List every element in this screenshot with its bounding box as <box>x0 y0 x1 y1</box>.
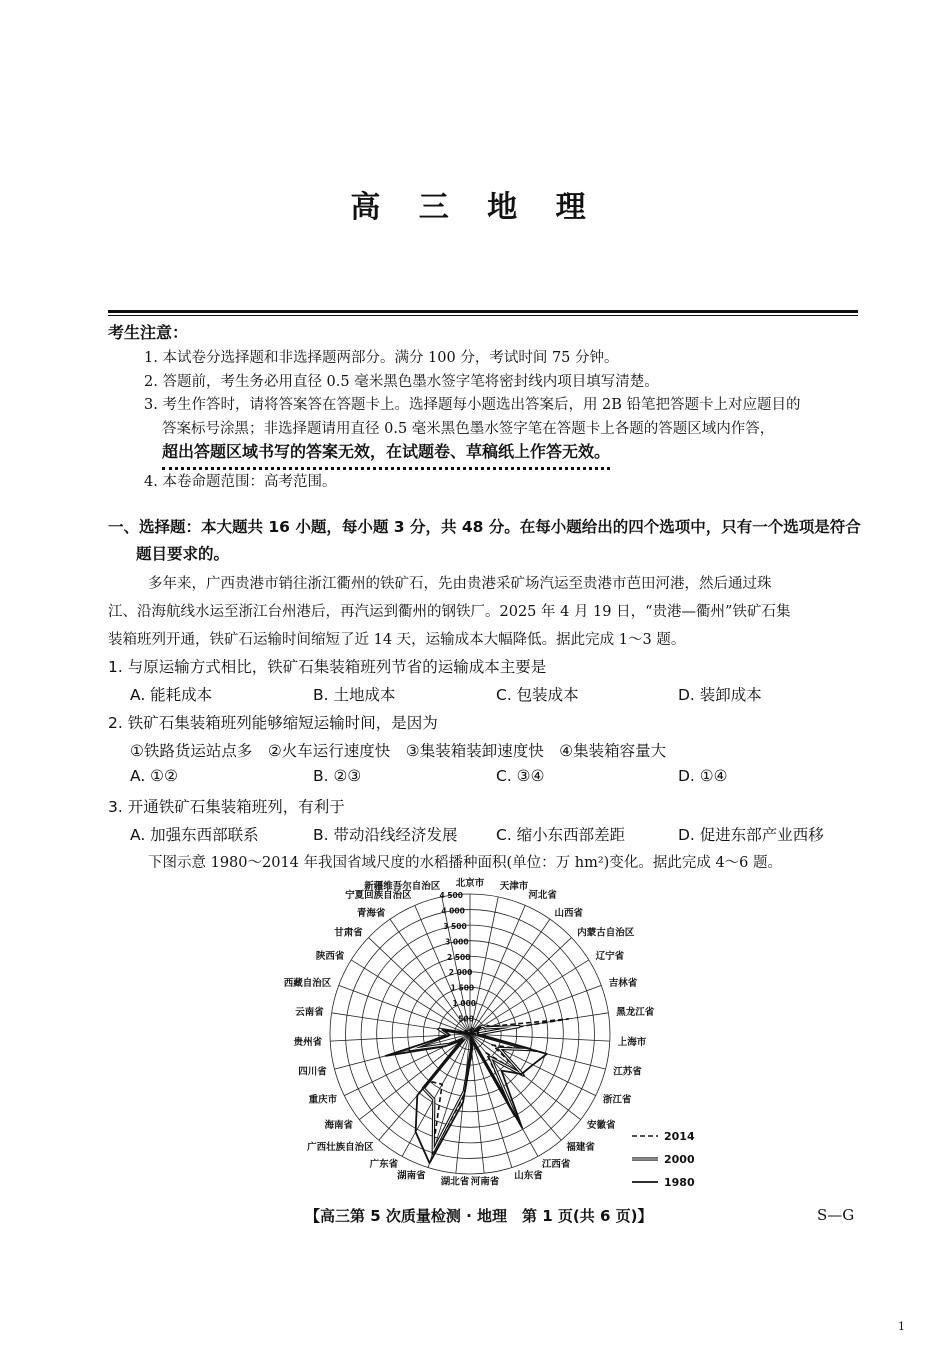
axis-label-1: 北京市 <box>455 878 485 889</box>
axis-label-29: 青海省 <box>356 908 386 920</box>
spoke-5 <box>470 938 571 1034</box>
q1-option-a: A. 能耗成本 <box>130 686 213 704</box>
axis-label-19: 广东省 <box>369 1158 399 1170</box>
spoke-3 <box>470 905 525 1034</box>
notice-item-4: 4. 本卷命题范围：高考范围。 <box>144 474 337 490</box>
passage-line-1: 多年来，广西贵港市销往浙江衢州的铁矿石，先由贵港采矿场汽运至贵港市芭田河港，然后通过珠 <box>148 576 772 592</box>
tick-label-2: 1 000 <box>452 999 477 1009</box>
axis-label-9: 上海市 <box>617 1036 647 1048</box>
axis-label-6: 辽宁省 <box>595 951 625 963</box>
top-rule-thick <box>108 310 858 313</box>
axis-label-21: 海南省 <box>324 1120 353 1132</box>
q1-option-b: B. 土地成本 <box>313 686 396 704</box>
notice-item-3-emphasis: 超出答题区域书写的答案无效，在试题卷、草稿纸上作答无效。 <box>162 442 610 470</box>
q2-option-b: B. ②③ <box>313 767 362 785</box>
q2-option-d: D. ①④ <box>678 767 728 785</box>
axis-label-30: 宁夏回族自治区 <box>345 889 412 901</box>
tick-label-8: 4 000 <box>441 906 465 916</box>
section-heading-1: 一、选择题：本大题共 16 小题，每小题 3 分，共 48 分。在每小题给出的四个选项中，只有一个选项是符合 <box>108 518 861 536</box>
footer-code: S—G <box>817 1206 855 1224</box>
axis-label-2: 天津市 <box>499 881 529 893</box>
passage-line-2: 江、沿海航线水运至浙江台州港后，再汽运到衢州的钢铁厂。2025 年 4 月 19 日，“贵港—衢州”铁矿石集 <box>108 604 791 620</box>
notice-item-3: 3. 考生作答时，请将答案答在答题卡上。选择题每小题选出答案后，用 2B 铅笔把答题卡上对应题目的 <box>144 397 801 413</box>
q3-option-d: D. 促进东部产业西移 <box>678 826 824 844</box>
q3-option-c: C. 缩小东西部差距 <box>496 826 626 844</box>
axis-label-5: 内蒙古自治区 <box>577 927 635 939</box>
tick-label-5: 2 500 <box>446 952 471 962</box>
corner-mark: 1 <box>898 1320 905 1333</box>
legend-label-1980: 1980 <box>664 1176 695 1189</box>
rice-area-radar-chart <box>280 872 700 1197</box>
q2-option-c: C. ③④ <box>496 767 545 785</box>
legend-label-2000: 2000 <box>664 1153 695 1166</box>
tick-label-7: 3 500 <box>443 921 467 931</box>
q1-option-c: C. 包装成本 <box>496 686 579 704</box>
tick-label-4: 2 000 <box>448 968 473 978</box>
axis-label-28: 甘肃省 <box>334 927 363 939</box>
axis-label-10: 江苏省 <box>613 1066 642 1078</box>
passage-line-3: 装箱班列开通，铁矿石运输时间缩短了近 14 天，运输成本大幅降低。据此完成 1～3 题。 <box>108 632 686 648</box>
q1-option-d: D. 装卸成本 <box>678 686 762 704</box>
notice-heading: 考生注意： <box>108 323 189 342</box>
axis-label-13: 福建省 <box>566 1141 595 1153</box>
axis-label-27: 陕西省 <box>315 951 345 963</box>
axis-label-17: 湖北省 <box>440 1176 470 1188</box>
spoke-23 <box>334 1034 470 1069</box>
notice-item-3-cont: 答案标号涂黑；非选择题请用直径 0.5 毫米黑色墨水签字笔在答题卡上各题的答题区域内作答， <box>162 421 775 437</box>
axis-label-12: 安徽省 <box>587 1120 616 1132</box>
tick-label-9: 4 500 <box>439 891 463 901</box>
axis-label-23: 四川省 <box>298 1066 327 1078</box>
q2-items: ①铁路货运站点多 ②火车运行速度快 ③集装箱装卸速度快 ④集装箱容量大 <box>130 742 667 760</box>
question-3-stem: 3. 开通铁矿石集装箱班列，有利于 <box>108 798 345 816</box>
section-heading-2: 题目要求的。 <box>136 545 230 563</box>
axis-label-14: 江西省 <box>541 1158 571 1170</box>
axis-label-8: 黑龙江省 <box>616 1007 655 1019</box>
tick-label-3: 1 500 <box>450 983 475 993</box>
tick-label-1: 500 <box>458 1014 474 1024</box>
axis-label-15: 山东省 <box>514 1170 543 1182</box>
axis-label-11: 浙江省 <box>602 1094 632 1106</box>
axis-label-25: 云南省 <box>295 1007 324 1019</box>
notice-item-1: 1. 本试卷分选择题和非选择题两部分。满分 100 分，考试时间 75 分钟。 <box>144 350 619 366</box>
page-title: 高 三 地 理 <box>350 190 600 225</box>
tick-label-6: 3 000 <box>445 937 469 947</box>
axis-label-7: 吉林省 <box>608 978 638 990</box>
axis-label-20: 广西壮族自治区 <box>307 1141 374 1153</box>
q3-option-b: B. 带动沿线经济发展 <box>313 826 458 844</box>
axis-label-22: 重庆市 <box>308 1094 338 1106</box>
axis-label-4: 山西省 <box>554 908 584 920</box>
axis-label-26: 西藏自治区 <box>283 978 332 990</box>
axis-label-31: 新疆维吾尔自治区 <box>364 881 441 893</box>
axis-label-24: 贵州省 <box>293 1036 323 1048</box>
q2-option-a: A. ①② <box>130 767 178 785</box>
chart-intro: 下图示意 1980～2014 年我国省域尺度的水稻播种面积(单位：万 hm²)变化。据此完成 4～6 题。 <box>148 855 783 871</box>
axis-label-18: 湖南省 <box>397 1170 426 1182</box>
axis-label-3: 河北省 <box>528 889 557 901</box>
question-1-stem: 1. 与原运输方式相比，铁矿石集装箱班列节省的运输成本主要是 <box>108 658 547 676</box>
top-rule-thin <box>108 315 858 316</box>
notice-item-2: 2. 答题前，考生务必用直径 0.5 毫米黑色墨水签字笔将密封线内项目填写清楚。 <box>144 374 659 390</box>
legend-label-2014: 2014 <box>664 1130 695 1143</box>
q3-option-a: A. 加强东西部联系 <box>130 826 259 844</box>
footer-page-info: 【高三第 5 次质量检测 · 地理 第 1 页(共 6 页)】 <box>305 1207 653 1225</box>
axis-label-16: 河南省 <box>470 1176 500 1188</box>
question-2-stem: 2. 铁矿石集装箱班列能够缩短运输时间，是因为 <box>108 714 438 732</box>
